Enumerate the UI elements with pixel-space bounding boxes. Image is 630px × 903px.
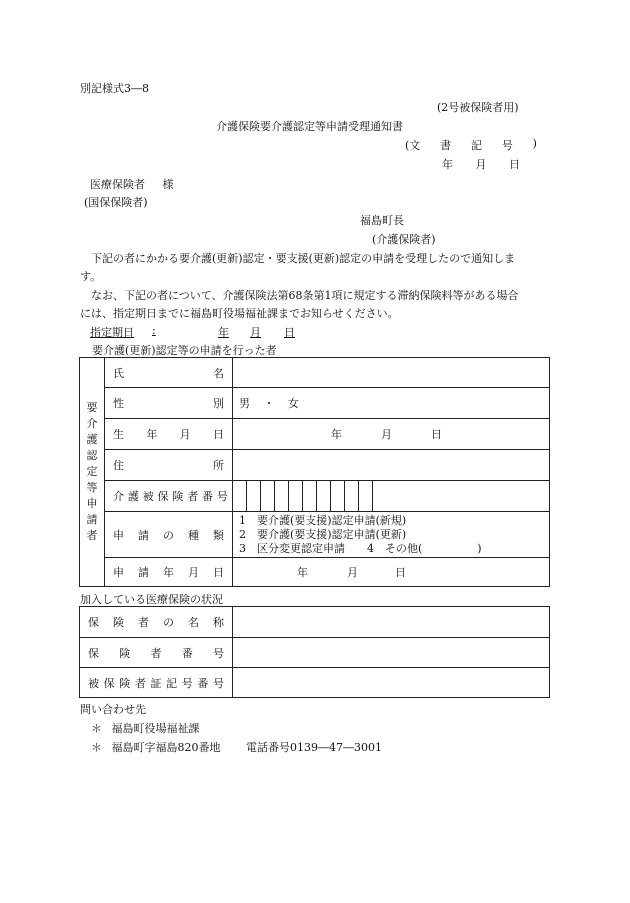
body-p2-line2: には、指定期日までに福島町役場福祉課までお知らせください。: [80, 307, 399, 320]
insured-number-label: 介 護 被 保 険 者 番 号: [105, 481, 233, 512]
app-type-option-1[interactable]: 1 要介護(要支援)認定申請(新規): [239, 513, 407, 527]
birth-field[interactable]: [233, 419, 550, 450]
birth-label: 生 年 月 日: [105, 419, 233, 450]
applicant-table: [79, 357, 550, 587]
app-type-option-3[interactable]: 3 区分変更認定申請 4 その他( ): [239, 541, 482, 555]
sex-female[interactable]: 女: [288, 397, 299, 410]
body-p2-line1: なお、下記の者について、介護保険法第68条第1項に規定する滞納保険料等がある場合: [91, 289, 519, 302]
app-date-month: 月: [347, 566, 358, 579]
form-id: 別記様式3―8: [80, 82, 149, 95]
app-date-label: 申 請 年 月 日: [105, 558, 233, 587]
recipient: [90, 176, 174, 192]
deadline-month: 月: [250, 326, 261, 339]
recipient-sub: (国保保険者): [84, 196, 148, 209]
name-label: 氏 名: [105, 358, 233, 388]
body-p1-line1: 下記の者にかかる要介護(更新)認定・要支援(更新)認定の申請を受理したので通知しま: [91, 252, 516, 265]
sender-name: 福島町長: [360, 214, 404, 227]
contact-office: [91, 720, 200, 736]
issue-year: 年: [442, 158, 453, 171]
birth-year: 年: [331, 428, 342, 441]
issue-date: [442, 156, 520, 172]
app-date-field[interactable]: [233, 558, 550, 587]
doc-number-open: (文: [405, 139, 421, 152]
contact-address-line: [91, 739, 382, 755]
deadline-colon: :: [152, 324, 156, 337]
card-number-field[interactable]: [233, 668, 550, 698]
name-field[interactable]: [233, 358, 550, 388]
sex-separator: ・: [263, 397, 275, 410]
app-type-label: 申 請 の 種 類: [105, 512, 233, 558]
doc-number-char: 記: [470, 139, 482, 152]
app-type-field[interactable]: [233, 512, 550, 558]
contact-title: 問い合わせ先: [80, 703, 146, 716]
insurer-name-label: 保 険 者 の 名 称: [80, 607, 233, 638]
insured-number-field[interactable]: [233, 481, 550, 512]
birth-day: 日: [431, 428, 442, 441]
body-p1-line2: す。: [80, 270, 102, 283]
applicant-section-title: 要介護(更新)認定等の申請を行った者: [92, 344, 277, 357]
sex-field[interactable]: [233, 388, 550, 419]
applicant-vertical-label: 要 介 護 認 定 等 申 請 者: [80, 358, 105, 587]
doc-number-char: 書: [440, 139, 452, 152]
birth-month: 月: [381, 428, 392, 441]
recipient-name: 医療保険者: [90, 178, 145, 191]
deadline-day: 日: [284, 326, 295, 339]
deadline-label: 指定期日: [90, 326, 134, 339]
page-title: 介護保険要介護認定等申請受理通知書: [216, 120, 403, 133]
insurance-section-title: 加入している医療保険の状況: [80, 593, 223, 606]
insurance-table: [79, 606, 550, 698]
recipient-honorific: 様: [162, 178, 174, 191]
address-label: 住 所: [105, 450, 233, 481]
issue-day: 日: [509, 158, 520, 171]
contact-address: 福島町字福島820番地: [111, 741, 221, 754]
bullet-icon: ＊: [91, 722, 102, 735]
insurer-number-label: 保 険 者 番 号: [80, 638, 233, 668]
doc-number-char: 号: [501, 139, 513, 152]
insured-number-boxes: [233, 481, 549, 511]
bullet-icon: ＊: [91, 741, 102, 754]
sex-label: 性 別: [105, 388, 233, 419]
issue-month: 月: [475, 158, 487, 171]
contact-office-name: 福島町役場福祉課: [111, 722, 200, 735]
doc-number-close: ): [532, 137, 537, 150]
insured-type: (2号被保険者用): [437, 101, 519, 114]
insurer-number-field[interactable]: [233, 638, 550, 668]
contact-phone: 電話番号0139―47―3001: [246, 741, 382, 754]
app-type-option-2[interactable]: 2 要介護(要支援)認定申請(更新): [239, 527, 407, 541]
app-date-year: 年: [297, 566, 308, 579]
insurer-name-field[interactable]: [233, 607, 550, 638]
sender-sub: (介護保険者): [372, 233, 436, 246]
card-number-label: 被 保 険 者 証 記 号 番 号: [80, 668, 233, 698]
sex-male[interactable]: 男: [239, 397, 250, 410]
document-number: [405, 137, 537, 153]
deadline: [90, 324, 296, 340]
address-field[interactable]: [233, 450, 550, 481]
app-date-day: 日: [395, 566, 406, 579]
deadline-year: 年: [218, 326, 229, 339]
